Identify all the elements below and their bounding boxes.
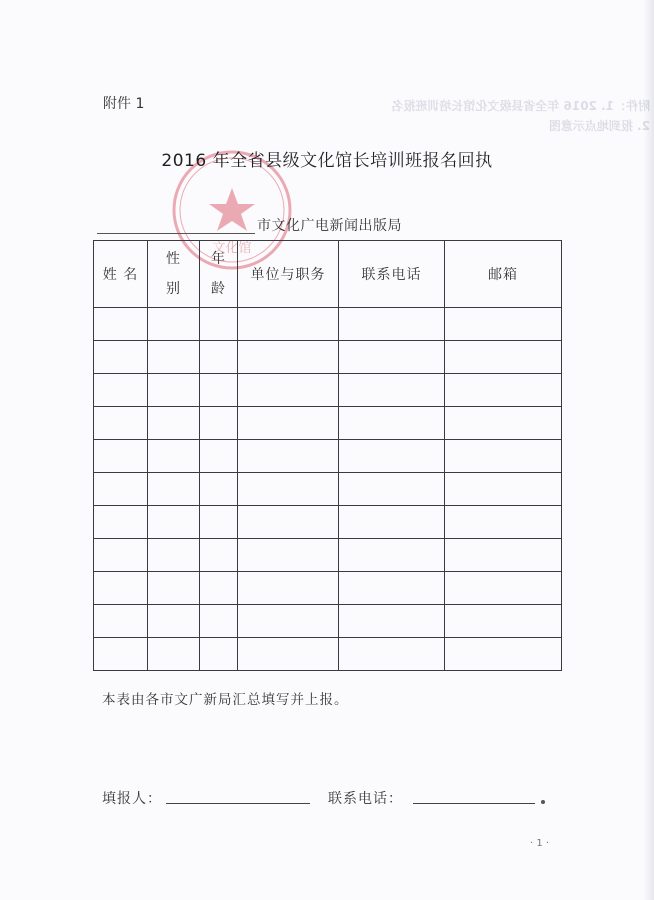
table-cell[interactable] bbox=[94, 506, 148, 539]
table-cell[interactable] bbox=[94, 539, 148, 572]
table-row bbox=[94, 407, 562, 440]
document-title: 2016 年全省县级文化馆长培训班报名回执 bbox=[161, 151, 493, 171]
registration-table bbox=[93, 240, 562, 671]
trailing-dot bbox=[541, 800, 545, 804]
table-row bbox=[94, 638, 562, 671]
table-cell[interactable] bbox=[445, 374, 562, 407]
table-cell[interactable] bbox=[148, 473, 200, 506]
table-cell[interactable] bbox=[148, 539, 200, 572]
table-cell[interactable] bbox=[148, 638, 200, 671]
column-header-gender-top: 性 bbox=[166, 251, 181, 267]
table-cell[interactable] bbox=[445, 341, 562, 374]
table-cell[interactable] bbox=[339, 407, 445, 440]
department-line bbox=[97, 213, 497, 239]
table-cell[interactable] bbox=[238, 506, 339, 539]
table-cell[interactable] bbox=[339, 506, 445, 539]
table-cell[interactable] bbox=[445, 440, 562, 473]
table-row bbox=[94, 374, 562, 407]
column-header-gender-bottom: 别 bbox=[166, 281, 181, 297]
table-cell[interactable] bbox=[94, 572, 148, 605]
table-cell[interactable] bbox=[445, 605, 562, 638]
table-cell[interactable] bbox=[238, 341, 339, 374]
table-cell[interactable] bbox=[445, 638, 562, 671]
table-cell[interactable] bbox=[148, 605, 200, 638]
table-cell[interactable] bbox=[445, 407, 562, 440]
table-cell[interactable] bbox=[238, 572, 339, 605]
attachment-label: 附件 1 bbox=[103, 96, 145, 112]
table-cell[interactable] bbox=[200, 341, 238, 374]
table-cell[interactable] bbox=[200, 374, 238, 407]
bleed-through-line: 附件：1. 2016 年全省县级文化馆长培训班报名 bbox=[391, 99, 650, 113]
table-row bbox=[94, 341, 562, 374]
table-cell[interactable] bbox=[94, 407, 148, 440]
table-cell[interactable] bbox=[445, 473, 562, 506]
table-cell[interactable] bbox=[339, 638, 445, 671]
table-cell[interactable] bbox=[339, 308, 445, 341]
table-row bbox=[94, 572, 562, 605]
table-header-row bbox=[94, 241, 562, 308]
table-cell[interactable] bbox=[94, 638, 148, 671]
filler-label: 填报人： bbox=[102, 791, 162, 807]
table-cell[interactable] bbox=[94, 308, 148, 341]
table-cell[interactable] bbox=[94, 374, 148, 407]
table-cell[interactable] bbox=[238, 374, 339, 407]
column-header-age-bottom: 龄 bbox=[211, 281, 226, 297]
table-cell[interactable] bbox=[238, 308, 339, 341]
table-cell[interactable] bbox=[200, 539, 238, 572]
column-header-phone: 联系电话 bbox=[339, 241, 445, 308]
table-cell[interactable] bbox=[94, 605, 148, 638]
table-row bbox=[94, 539, 562, 572]
table-cell[interactable] bbox=[238, 539, 339, 572]
table-cell[interactable] bbox=[238, 638, 339, 671]
table-cell[interactable] bbox=[148, 374, 200, 407]
bleed-through-line: 2. 报到地点示意图 bbox=[548, 119, 650, 133]
column-header-age bbox=[200, 241, 238, 308]
table-cell[interactable] bbox=[148, 506, 200, 539]
table-cell[interactable] bbox=[339, 374, 445, 407]
department-blank-underline[interactable] bbox=[97, 233, 255, 234]
table-row bbox=[94, 605, 562, 638]
instruction-note: 本表由各市文广新局汇总填写并上报。 bbox=[102, 692, 349, 708]
table-cell[interactable] bbox=[339, 539, 445, 572]
table-cell[interactable] bbox=[148, 341, 200, 374]
table-cell[interactable] bbox=[148, 440, 200, 473]
table-cell[interactable] bbox=[238, 440, 339, 473]
column-header-name: 姓 名 bbox=[94, 241, 148, 308]
page-number-mark: · 1 · bbox=[530, 838, 550, 849]
table-cell[interactable] bbox=[148, 572, 200, 605]
table-cell[interactable] bbox=[238, 605, 339, 638]
table-cell[interactable] bbox=[445, 572, 562, 605]
table-cell[interactable] bbox=[94, 440, 148, 473]
table-cell[interactable] bbox=[339, 341, 445, 374]
contact-phone-label: 联系电话： bbox=[328, 791, 403, 807]
table-cell[interactable] bbox=[445, 539, 562, 572]
table-cell[interactable] bbox=[148, 308, 200, 341]
table-cell[interactable] bbox=[339, 605, 445, 638]
department-name: 市文化广电新闻出版局 bbox=[257, 218, 402, 234]
table-cell[interactable] bbox=[445, 308, 562, 341]
table-cell[interactable] bbox=[339, 572, 445, 605]
table-row bbox=[94, 473, 562, 506]
table-cell[interactable] bbox=[445, 506, 562, 539]
table-cell[interactable] bbox=[148, 407, 200, 440]
table-cell[interactable] bbox=[200, 572, 238, 605]
contact-phone-blank[interactable] bbox=[413, 803, 535, 804]
table-cell[interactable] bbox=[200, 638, 238, 671]
table-body bbox=[94, 308, 562, 671]
column-header-position: 单位与职务 bbox=[238, 241, 339, 308]
filler-blank[interactable] bbox=[166, 803, 310, 804]
column-header-gender bbox=[148, 241, 200, 308]
seal-text: 文化馆 bbox=[212, 241, 252, 256]
table-cell[interactable] bbox=[200, 407, 238, 440]
table-cell[interactable] bbox=[238, 473, 339, 506]
table-cell[interactable] bbox=[339, 473, 445, 506]
table-row bbox=[94, 440, 562, 473]
table-cell[interactable] bbox=[200, 308, 238, 341]
table-cell[interactable] bbox=[200, 506, 238, 539]
table-row bbox=[94, 308, 562, 341]
table-cell[interactable] bbox=[200, 440, 238, 473]
table-cell[interactable] bbox=[94, 341, 148, 374]
table-row bbox=[94, 506, 562, 539]
table-cell[interactable] bbox=[200, 473, 238, 506]
table-cell[interactable] bbox=[94, 473, 148, 506]
column-header-age-top: 年 bbox=[211, 251, 226, 267]
table-cell[interactable] bbox=[339, 440, 445, 473]
table-cell[interactable] bbox=[200, 605, 238, 638]
table-cell[interactable] bbox=[238, 407, 339, 440]
bleed-through-text bbox=[391, 96, 650, 146]
column-header-email: 邮箱 bbox=[445, 241, 562, 308]
